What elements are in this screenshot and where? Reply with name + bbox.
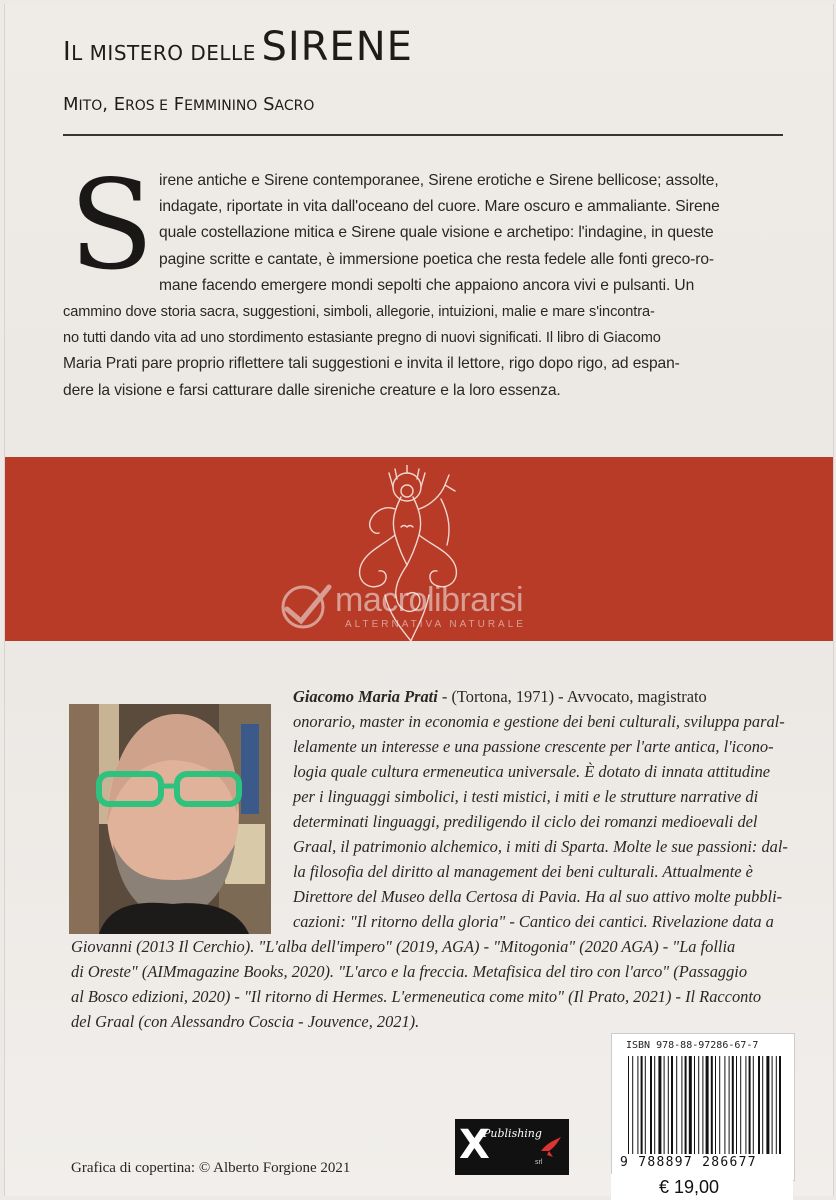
publisher-srl: srl xyxy=(535,1159,543,1166)
bio-line: logia quale cultura ermeneutica universale. È dotato di innata attitudine xyxy=(293,762,771,781)
intro-line: cammino dove storia sacra, suggestioni, simboli, allegorie, intuizioni, malie e mare s'incontra- xyxy=(63,303,655,320)
title-rule xyxy=(63,134,783,136)
intro-line: dere la visione e farsi catturare dalle sireniche creature e la loro essenza. xyxy=(63,381,561,399)
watermark xyxy=(275,579,585,639)
bio-line-0-text: - (Tortona, 1971) - Avvocato, magistrato xyxy=(437,687,707,706)
watermark-logo-icon xyxy=(275,581,333,631)
bio-line: la filosofia del diritto al management dei beni culturali. Attualmente è xyxy=(293,862,753,881)
bio-line: Giovanni (2013 Il Cerchio). "L'alba dell'impero" (2019, AGA) - "Mitogonia" (2020 AGA) - "La follia xyxy=(71,937,736,956)
watermark-brand: macrolibrarsi xyxy=(335,581,524,619)
cover-credit: Grafica di copertina: © Alberto Forgione 2021 xyxy=(71,1160,351,1176)
book-title: IL MISTERO DELLE SIRENE xyxy=(63,24,413,70)
bio-line: di Oreste" (AIMmagazine Books, 2020). "L'arco e la freccia. Metafisica del tiro con l'arco" (Passaggio xyxy=(71,962,748,981)
bio-line: onorario, master in economia e gestione dei beni culturali, sviluppa paral- xyxy=(293,712,785,731)
barcode-bars xyxy=(626,1056,786,1154)
publisher-logo xyxy=(455,1119,569,1175)
bio-line: del Graal (con Alessandro Coscia - Jouvence, 2021). xyxy=(71,1012,420,1031)
bio-line: lelamente un interesse e una passione crescente per l'arte antica, l'icono- xyxy=(293,737,774,756)
intro-line: Maria Prati pare proprio riflettere tali suggestioni e invita il lettore, rigo dopo rigo, ad espan- xyxy=(63,355,680,373)
publisher-x: X xyxy=(459,1122,490,1168)
intro-line: quale costellazione mitica e Sirene quale visione e archetipo: l'indagine, in queste xyxy=(159,224,714,242)
title-part2: SIRENE xyxy=(261,24,413,70)
intro-text xyxy=(63,168,787,404)
intro-line: no tutti dando vita ad uno stordimento estasiante pregno di nuovi significati. Il libro di Giacomo xyxy=(63,330,661,347)
ean-digits: 9 788897 286677 xyxy=(620,1155,757,1170)
price-label: € 19,00 xyxy=(611,1174,793,1200)
bio-line: Graal, il patrimonio alchemico, i miti di Sparta. Molte le sue passioni: dal- xyxy=(293,837,788,856)
barcode-label xyxy=(611,1033,795,1181)
drop-cap: S xyxy=(69,154,154,298)
bird-icon xyxy=(539,1133,565,1159)
back-cover xyxy=(4,4,834,1196)
intro-line: pagine scritte e cantate, è immersione poetica che resta fedele alle fonti greco-ro- xyxy=(159,250,715,268)
bio-line xyxy=(71,684,791,709)
title-part1: L MISTERO DELLE xyxy=(71,41,256,65)
intro-line: mane facendo emergere mondi sepolti che appaiono ancora vivi e pulsanti. Un xyxy=(159,276,695,294)
bio-line: determinati linguaggi, prediligendo il ciclo dei romanzi medioevali del xyxy=(293,812,758,831)
watermark-tagline: ALTERNATIVA NATURALE xyxy=(345,619,526,630)
author-bio xyxy=(71,684,791,1034)
bio-line: cazioni: "Il ritorno della gloria" - Cantico dei cantici. Rivelazione data a xyxy=(293,912,774,931)
bio-line: Direttore del Museo della Certosa di Pavia. Ha al suo attivo molte pubbli- xyxy=(293,887,783,906)
isbn-text: ISBN 978-88-97286-67-7 xyxy=(626,1040,759,1051)
publisher-name: Publishing xyxy=(483,1127,542,1140)
bio-line: al Bosco edizioni, 2020) - "Il ritorno di Hermes. L'ermeneutica come mito" (Il Prato, 2021) - Il Racconto xyxy=(71,987,762,1006)
author-name: Giacomo Maria Prati xyxy=(293,687,438,706)
intro-line: indagate, riportate in vita dall'oceano del cuore. Mare oscuro e ammaliante. Sirene xyxy=(159,198,720,216)
intro-line: irene antiche e Sirene contemporanee, Sirene erotiche e Sirene bellicose; assolte, xyxy=(159,172,719,189)
book-subtitle: MITO, EROS E FEMMININO SACRO xyxy=(63,94,315,115)
bio-line: per i linguaggi simbolici, i testi mistici, i miti e le strutture narrative di xyxy=(293,787,759,806)
